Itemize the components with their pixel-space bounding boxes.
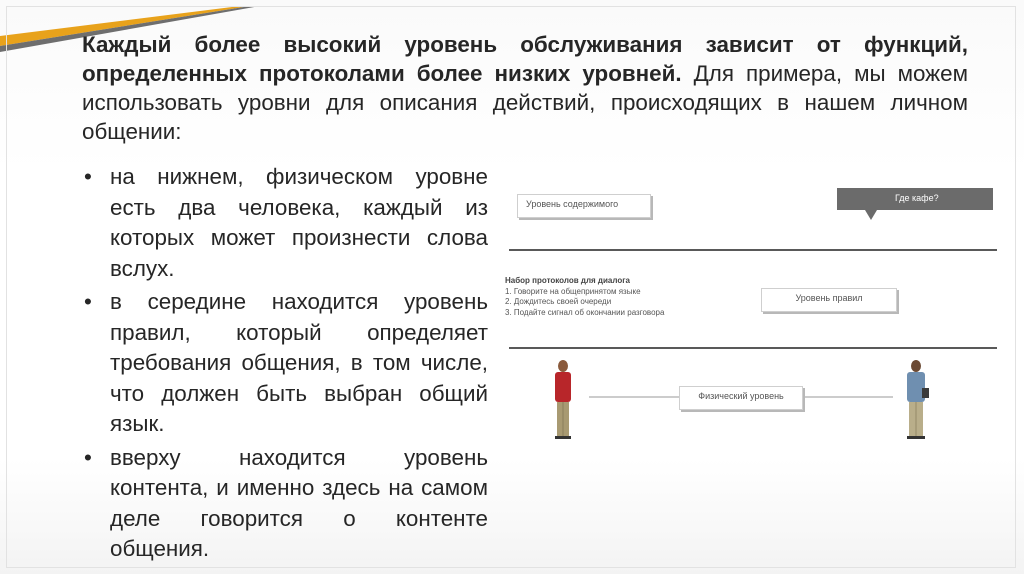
protocol-set <box>505 276 675 318</box>
diagram-lines <box>505 180 1010 460</box>
right-person-figure <box>907 360 929 439</box>
layers-diagram <box>505 180 1010 460</box>
intro-normal-text: Для примера, мы можем использовать уровни для описания действий, происходящих в нашем личном общении: <box>82 61 968 144</box>
bullet-content: • вверху находится уровень контента, и именно здесь на самом деле говорится о контенте общения. <box>82 443 488 565</box>
protocol-item: 3. Подайте сигнал об окончании разговора <box>505 307 665 317</box>
protocol-item: 1. Говорите на общепринятом языке <box>505 286 641 296</box>
left-person-figure <box>555 360 571 439</box>
intro-paragraph <box>82 30 968 146</box>
physical-level-label: Физический уровень <box>679 386 803 410</box>
protocol-item: 2. Дождитесь своей очереди <box>505 297 612 306</box>
content-level-label: Уровень содержимого <box>517 194 651 218</box>
bullet-rules: • в середине находится уровень правил, который определяет требования общения, в том числе, что должен быть выбран общий язык. <box>82 287 488 440</box>
bullet-list <box>82 162 488 568</box>
speech-bubble: Где кафе? <box>837 188 993 210</box>
rules-level-label: Уровень правил <box>761 288 897 312</box>
bullet-physical: • на нижнем, физическом уровне есть два человека, каждый из которых может произнести слова вслух. <box>82 162 488 284</box>
intro-bold-text: Каждый более высокий уровень обслуживания зависит от функций, определенных протоколами более низких уровней. <box>82 32 968 86</box>
protocol-title: Набор протоколов для диалога <box>505 276 630 285</box>
